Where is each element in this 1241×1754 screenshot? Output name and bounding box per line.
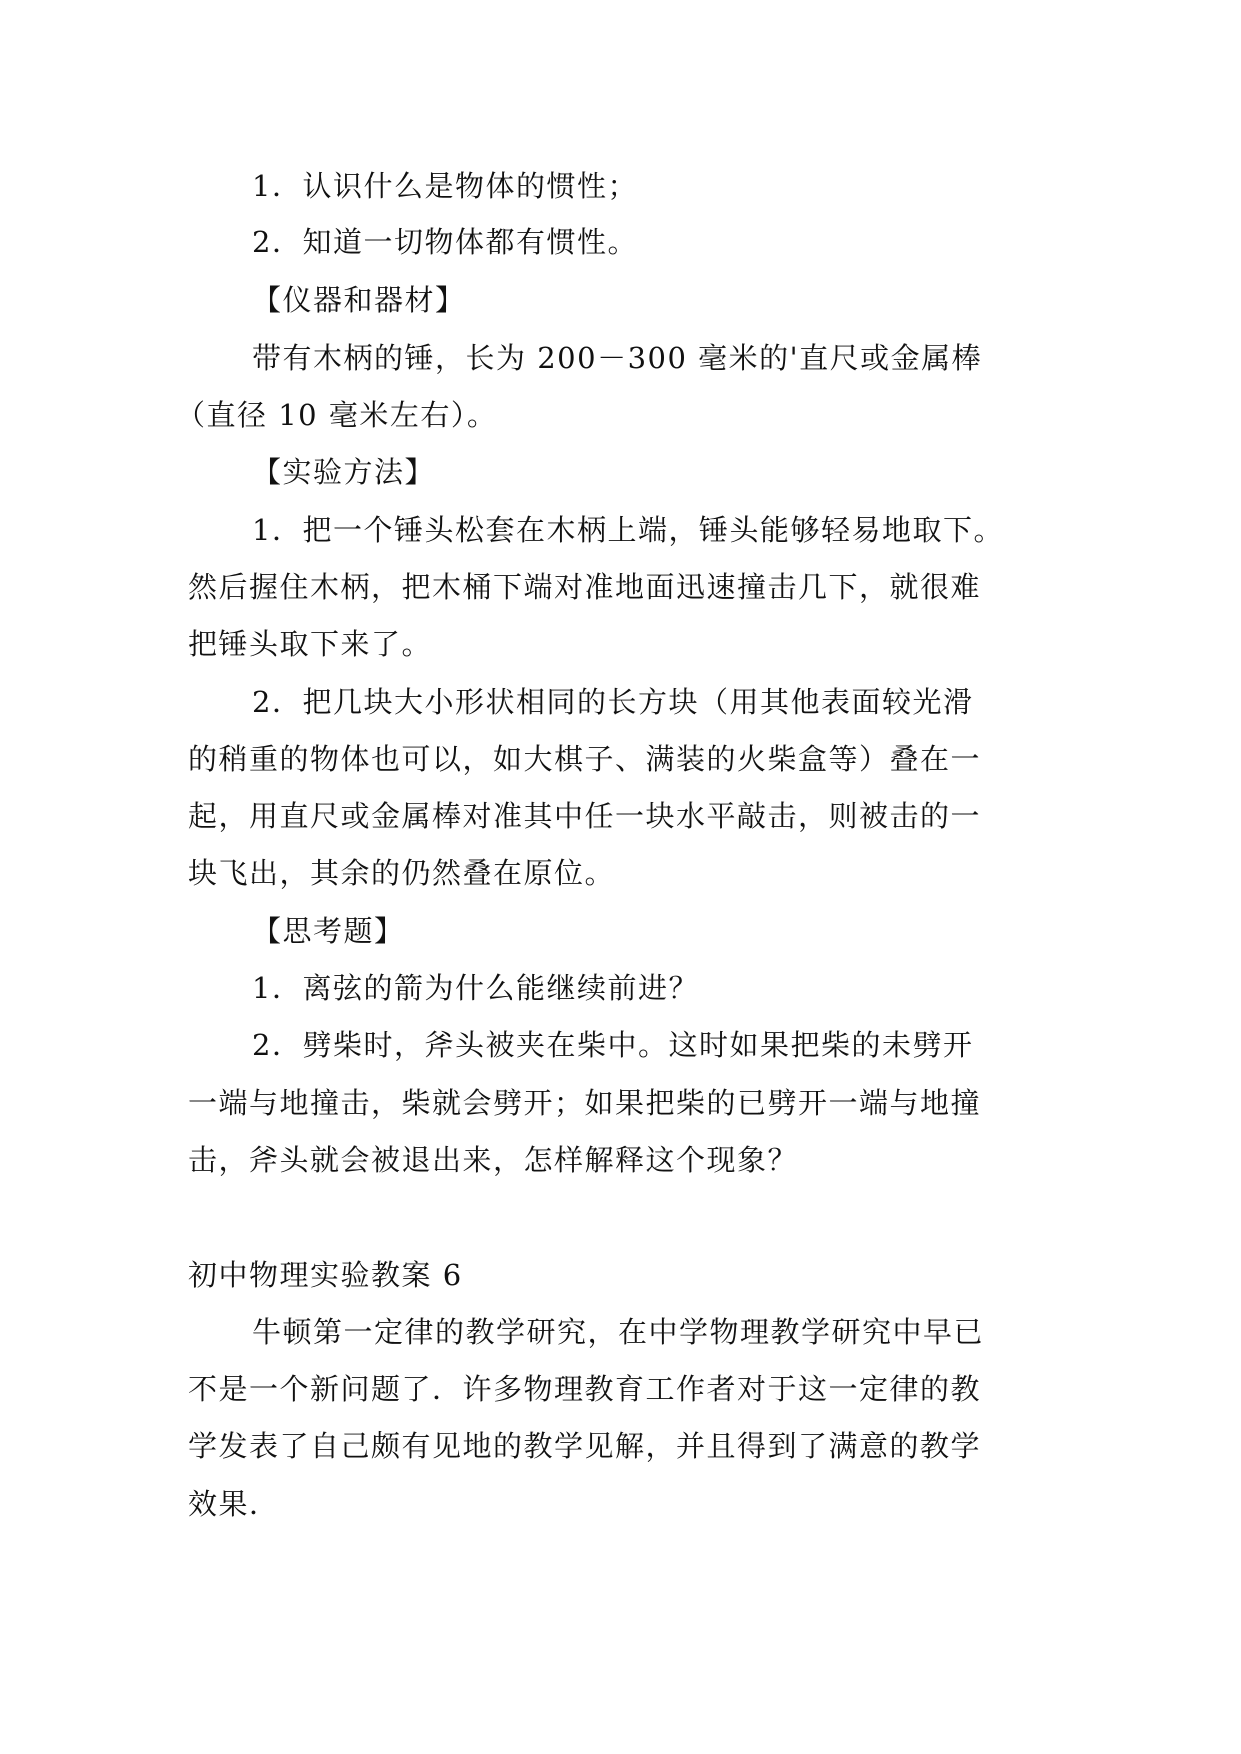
intro-line: 效果． <box>188 1487 280 1521</box>
question-2-line: 击，斧头就会被退出来，怎样解释这个现象？ <box>188 1143 799 1177</box>
intro-line: 牛顿第一定律的教学研究，在中学物理教学研究中早已 <box>252 1315 985 1349</box>
method-2-line: 2．把几块大小形状相同的长方块（用其他表面较光滑 <box>252 685 974 719</box>
objective-1: 1．认识什么是物体的惯性； <box>252 169 638 203</box>
objective-2: 2．知道一切物体都有惯性。 <box>252 225 638 259</box>
equipment-heading: 【仪器和器材】 <box>252 283 466 317</box>
method-2-line: 起，用直尺或金属棒对准其中任一块水平敲击，则被击的一 <box>188 799 982 833</box>
method-2-line: 的稍重的物体也可以，如大棋子、满装的火柴盒等）叠在一 <box>188 742 982 776</box>
method-heading: 【实验方法】 <box>252 455 436 489</box>
method-1-line: 把锤头取下来了。 <box>188 627 433 661</box>
questions-heading: 【思考题】 <box>252 914 405 948</box>
question-2-line: 一端与地撞击，柴就会劈开；如果把柴的已劈开一端与地撞 <box>188 1086 982 1120</box>
method-1-line: 1．把一个锤头松套在木柄上端，锤头能够轻易地取下。 <box>252 513 1004 547</box>
intro-line: 不是一个新问题了．许多物理教育工作者对于这一定律的教 <box>188 1372 982 1406</box>
question-1: 1．离弦的箭为什么能继续前进？ <box>252 971 699 1005</box>
method-1-line: 然后握住木柄，把木桶下端对准地面迅速撞击几下，就很难 <box>188 570 982 604</box>
method-2-line: 块飞出，其余的仍然叠在原位。 <box>188 856 616 890</box>
equipment-text-line: （直径 10 毫米左右）。 <box>176 398 498 432</box>
question-2-line: 2．劈柴时，斧头被夹在柴中。这时如果把柴的未劈开 <box>252 1028 974 1062</box>
section-title: 初中物理实验教案 6 <box>188 1258 463 1292</box>
intro-line: 学发表了自己颇有见地的教学见解，并且得到了满意的教学 <box>188 1429 982 1463</box>
equipment-text-line: 带有木柄的锤，长为 200－300 毫米的'直尺或金属棒 <box>252 341 983 375</box>
